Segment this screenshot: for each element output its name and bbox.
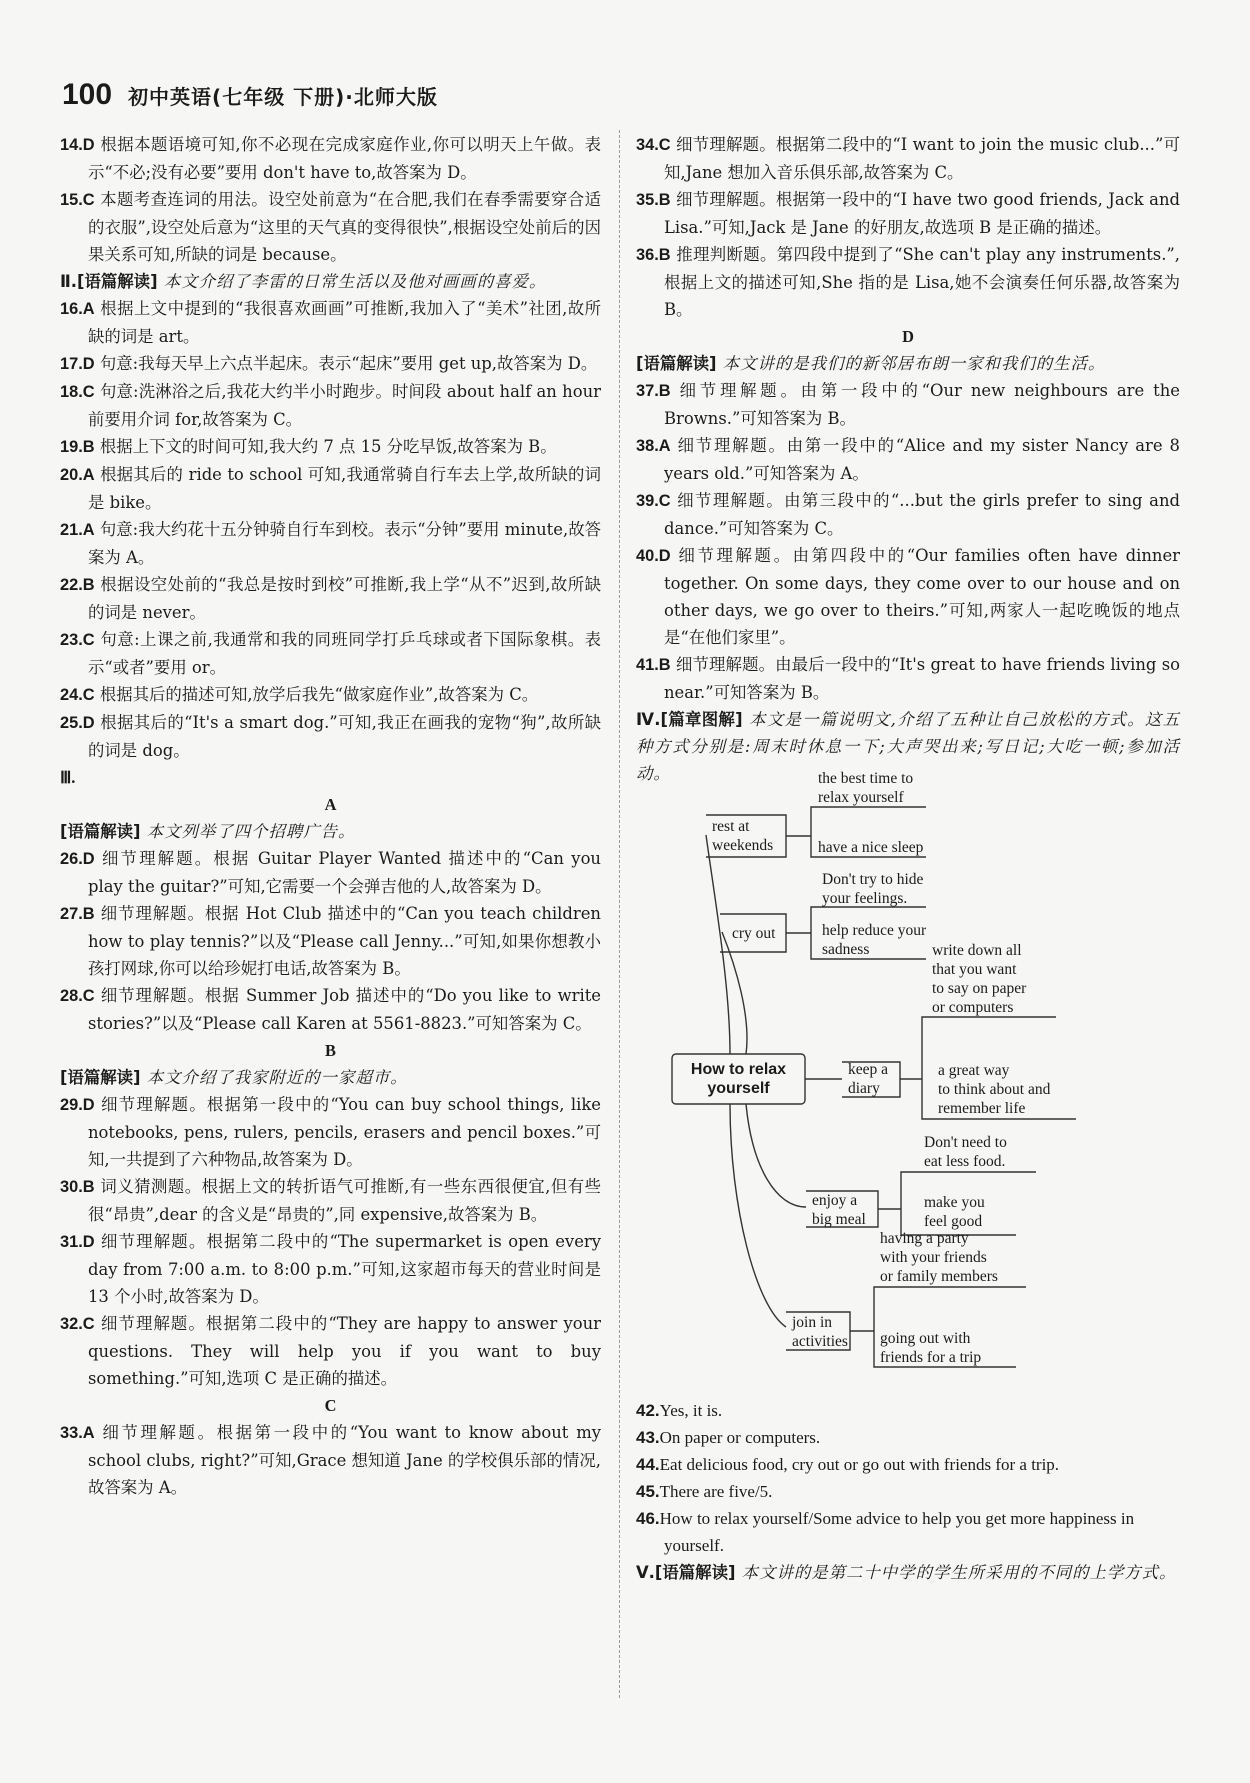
section-3-label: Ⅲ. xyxy=(60,768,76,787)
book-title: 初中英语(七年级 下册)·北师大版 xyxy=(128,85,438,109)
answer-35: 35.B 细节理解题。根据第一段中的“I have two good friends, Jack and Lisa.”可知,Jack 是 Jane 的好朋友,故选项 B 是正确的描述。 xyxy=(636,190,1180,237)
answer-19: 19.B 根据上下文的时间可知,我大约 7 点 15 分吃早饭,故答案为 B。 xyxy=(60,437,557,456)
link-root-b5 xyxy=(730,1104,786,1327)
leaf-having-party: having a party with your friends or family members xyxy=(880,1230,998,1285)
section-2-reading: Ⅱ.[语篇解读] 本文介绍了李雷的日常生活以及他对画画的喜爱。 xyxy=(60,272,547,291)
passage-b-reading: [语篇解读] 本文介绍了我家附近的一家超市。 xyxy=(60,1068,408,1087)
answer-28: 28.C 细节理解题。根据 Summer Job 描述中的“Do you like to write stories?”以及“Please call Karen at 5561-8823.”可知答案为 C。 xyxy=(60,986,601,1033)
section-4-diagram-intro: Ⅳ.[篇章图解] 本文是一篇说明文,介绍了五种让自己放松的方式。这五种方式分别是:周末时休息一下;大声哭出来;写日记;大吃一顿;参加活动。 xyxy=(636,710,1181,783)
leaf-great-way: a great way to think about and remember life xyxy=(938,1062,1051,1117)
answer-17: 17.D 句意:我每天早上六点半起床。表示“起床”要用 get up,故答案为 D。 xyxy=(60,354,598,373)
passage-a-reading: [语篇解读] 本文列举了四个招聘广告。 xyxy=(60,822,356,841)
leaf-write-down: write down all that you want to say on paper or computers xyxy=(932,942,1027,1016)
answer-41: 41.B 细节理解题。由最后一段中的“It's great to have friends living so near.”可知答案为 B。 xyxy=(636,655,1180,702)
answer-30: 30.B 词义猜测题。根据上文的转折语气可推断,有一些东西很便宜,但有些很“昂贵”,dear 的含义是“昂贵的”,同 expensive,故答案为 B。 xyxy=(60,1177,601,1224)
answer-34: 34.C 细节理解题。根据第二段中的“I want to join the music club...”可知,Jane 想加入音乐俱乐部,故答案为 C。 xyxy=(636,135,1180,182)
answer-33: 33.A 细节理解题。根据第一段中的“You want to know about my school clubs, right?”可知,Grace 想知道 Jane 的学校俱乐部的情况,故答案为 A。 xyxy=(60,1423,601,1497)
link-root-b4 xyxy=(746,1104,806,1207)
answer-18: 18.C 句意:洗淋浴之后,我花大约半小时跑步。时间段 about half an hour 前要用介词 for,故答案为 C。 xyxy=(60,382,601,429)
passage-b-label: B xyxy=(325,1041,336,1060)
answer-24: 24.C 根据其后的描述可知,放学后我先“做家庭作业”,故答案为 C。 xyxy=(60,685,539,704)
leaf-feel-good: make you feel good xyxy=(924,1194,985,1230)
leaf-dont-eat-less: Don't need to eat less food. xyxy=(924,1134,1007,1170)
answer-39: 39.C 细节理解题。由第三段中的“...but the girls prefer to sing and dance.”可知答案为 C。 xyxy=(636,491,1180,538)
answer-43: 43.On paper or computers. xyxy=(636,1428,821,1447)
branch-join-activities: join in activities xyxy=(792,1314,848,1350)
section-5-reading: Ⅴ.[语篇解读] 本文讲的是第二十中学的学生所采用的不同的上学方式。 xyxy=(636,1563,1177,1582)
answer-45: 45.There are five/5. xyxy=(636,1482,773,1501)
leaf-going-out: going out with friends for a trip xyxy=(880,1330,982,1366)
answer-27: 27.B 细节理解题。根据 Hot Club 描述中的“Can you teach children how to play tennis?”以及“Please call Jenny...”可知,如果你想教小孩打网球,你可以给珍妮打电话,故答案为 B。 xyxy=(60,904,601,978)
passage-a-label: A xyxy=(324,795,337,814)
passage-d-reading: [语篇解读] 本文讲的是我们的新邻居布朗一家和我们的生活。 xyxy=(636,354,1106,373)
passage-c-label: C xyxy=(324,1396,337,1415)
answer-20: 20.A 根据其后的 ride to school 可知,我通常骑自行车去上学,故所缺的词是 bike。 xyxy=(60,465,601,512)
answer-32: 32.C 细节理解题。根据第二段中的“They are happy to answer your questions. They will help you if you want to buy something.”可知,选项 C 是正确的描述。 xyxy=(60,1314,601,1388)
right-column xyxy=(636,131,1180,1586)
leaf-nice-sleep: have a nice sleep xyxy=(818,839,924,856)
answer-21: 21.A 句意:我大约花十五分钟骑自行车到校。表示“分钟”要用 minute,故答案为 A。 xyxy=(60,520,601,567)
answer-25: 25.D 根据其后的“It's a smart dog.”可知,我正在画我的宠物“狗”,故所缺的词是 dog。 xyxy=(60,713,601,760)
page-number: 100 xyxy=(62,78,113,111)
column-divider xyxy=(619,130,620,1698)
answer-44: 44.Eat delicious food, cry out or go out with friends for a trip. xyxy=(636,1455,1060,1474)
leaf-best-time: the best time to relax yourself xyxy=(818,770,914,806)
answer-26: 26.D 细节理解题。根据 Guitar Player Wanted 描述中的“Can you play the guitar?”可知,它需要一个会弹吉他的人,故答案为 D。 xyxy=(60,849,601,896)
root-node: How to relax yourself xyxy=(690,1061,787,1097)
answer-23: 23.C 句意:上课之前,我通常和我的同班同学打乒乓球或者下国际象棋。表示“或者”要用 or。 xyxy=(60,630,601,677)
answer-37: 37.B 细节理解题。由第一段中的“Our new neighbours are the Browns.”可知答案为 B。 xyxy=(636,381,1180,428)
answer-31: 31.D 细节理解题。根据第二段中的“The supermarket is open every day from 7:00 a.m. to 8:00 p.m.”可知,这家超市每天的营业时间是 13 个小时,故答案为 D。 xyxy=(60,1232,601,1306)
link-root-b2 xyxy=(722,932,747,1054)
branch-enjoy-big-meal: enjoy a big meal xyxy=(812,1192,866,1228)
left-column xyxy=(60,131,601,1501)
branch-rest-at-weekends: rest at weekends xyxy=(712,818,774,854)
mind-map xyxy=(636,770,1180,1417)
branch-keep-diary: keep a diary xyxy=(848,1061,889,1097)
branch-cry-out: cry out xyxy=(732,925,776,942)
answer-22: 22.B 根据设空处前的“我总是按时到校”可推断,我上学“从不”迟到,故所缺的词是 never。 xyxy=(60,575,601,622)
answer-40: 40.D 细节理解题。由第四段中的“Our families often have dinner together. On some days, they come over to our house and on other days, we go over to theirs.”可知,两家人一起吃晚饭的地点是“在他们家里”。 xyxy=(636,546,1180,647)
leaf-reduce-sadness: help reduce your sadness xyxy=(822,922,927,958)
answer-14: 14.D 根据本题语境可知,你不必现在完成家庭作业,你可以明天上午做。表示“不必;没有必要”要用 don't have to,故答案为 D。 xyxy=(60,135,601,182)
answer-15: 15.C 本题考查连词的用法。设空处前意为“在合肥,我们在春季需要穿合适的衣服”,设空处后意为“这里的天气真的变得很快”,根据设空处前后的因果关系可知,所缺的词是 because。 xyxy=(60,190,601,264)
answer-36: 36.B 推理判断题。第四段中提到了“She can't play any instruments.”,根据上文的描述可知,She 指的是 Lisa,她不会演奏任何乐器,故答案为 B。 xyxy=(636,245,1180,319)
answer-46: 46.How to relax yourself/Some advice to help you get more happiness in yourself. xyxy=(636,1509,1135,1555)
answer-16: 16.A 根据上文中提到的“我很喜欢画画”可推断,我加入了“美术”社团,故所缺的词是 art。 xyxy=(60,299,601,346)
page-header xyxy=(62,78,438,111)
answer-38: 38.A 细节理解题。由第一段中的“Alice and my sister Nancy are 8 years old.”可知答案为 A。 xyxy=(636,436,1180,483)
leaf-hide-feelings: Don't try to hide your feelings. xyxy=(822,871,924,907)
passage-d-label: D xyxy=(902,327,914,346)
answer-29: 29.D 细节理解题。根据第一段中的“You can buy school things, like notebooks, pens, rulers, pencils, erasers and pencil boxes.”可知,一共提到了六种物品,故答案为 D。 xyxy=(60,1095,601,1169)
answer-42: 42.Yes, it is. xyxy=(636,1401,723,1420)
